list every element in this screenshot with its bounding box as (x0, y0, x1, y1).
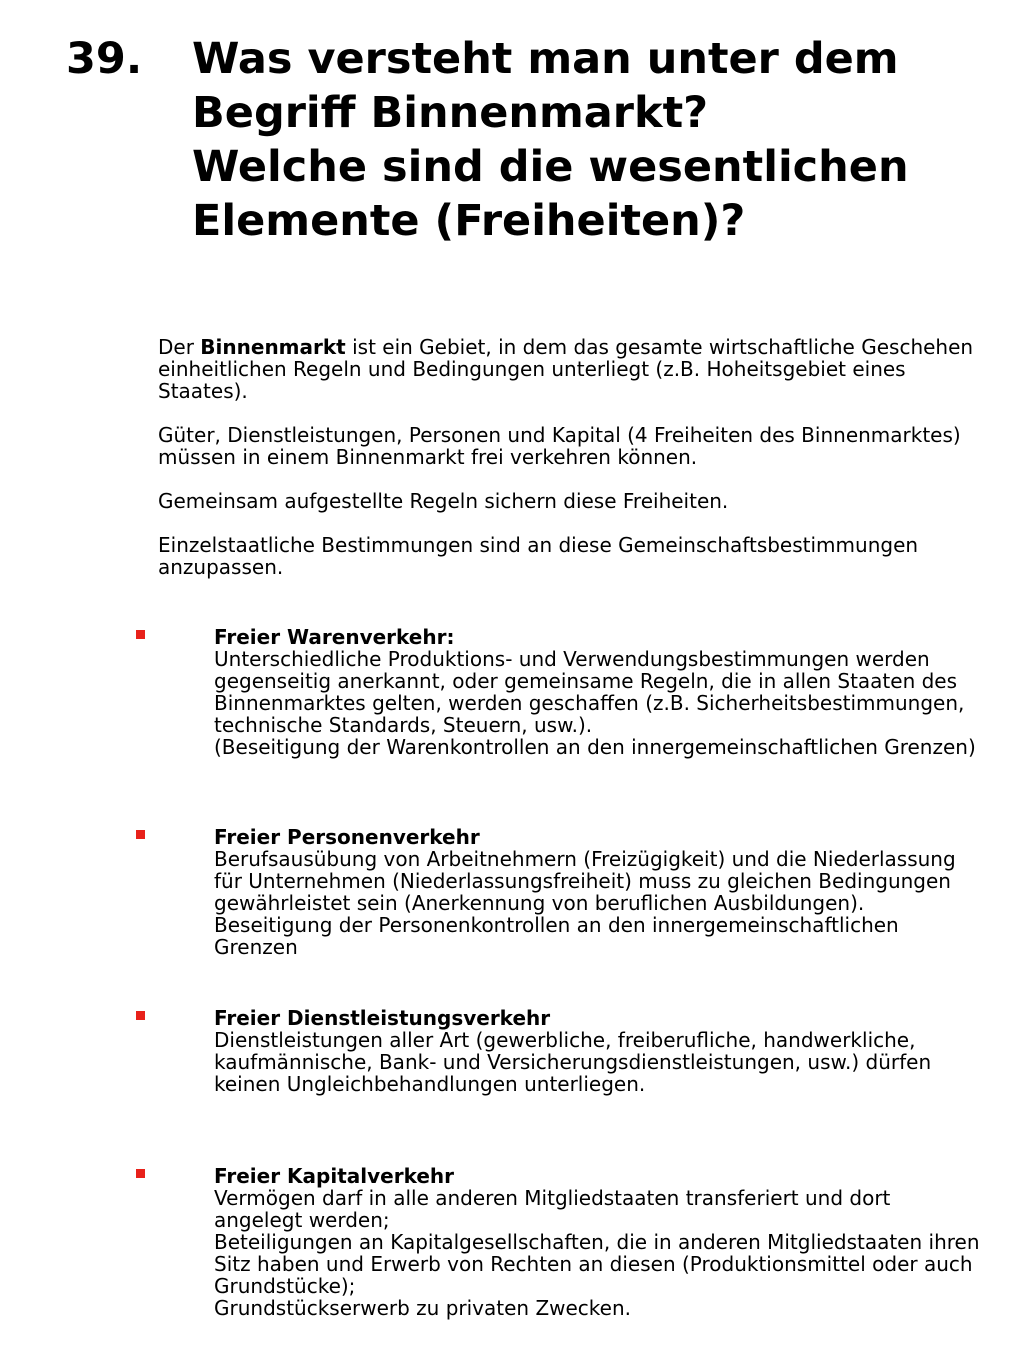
freedom-title: Freier Dienstleistungsverkehr (214, 1006, 551, 1030)
freedom-text: Grundstückserwerb zu privaten Zwecken. (214, 1296, 632, 1320)
freedom-text: Beteiligungen an Kapitalgesellschaften, die in anderen Mitgliedstaaten ihren Sitz haben und Erwerb von Rechten an diesen (Produktionsmittel oder auch Grundstücke); (214, 1230, 980, 1298)
freedom-text: Unterschiedliche Produktions- und Verwendungsbestimmungen werden gegenseitig anerkannt, oder gemeinsame Regeln, die in allen Staaten des Binnenmarktes gelten, werden geschaffen (z.B. Sicherheitsbestimmungen, technische Standards, Steuern, usw.). (214, 647, 965, 737)
square-bullet-icon (136, 630, 145, 639)
freedom-text: Berufsausübung von Arbeitnehmern (Freizügigkeit) und die Niederlassung für Unternehmen (Niederlassungsfreiheit) muss zu gleichen Bedingungen gewährleistet sein (Anerkennung von beruflichen Ausbildungen). (214, 847, 956, 915)
freedom-text: Dienstleistungen aller Art (gewerbliche, freiberufliche, handwerkliche, kaufmännische, Bank- und Versicherungsdienstleistungen, usw.) dürfen keinen Ungleichbehandlungen unterliegen. (214, 1028, 932, 1096)
intro-paragraph-adaptation: Einzelstaatliche Bestimmungen sind an diese Gemeinschaftsbestimmungen anzupassen. (158, 533, 919, 579)
intro-paragraph-definition (158, 336, 978, 402)
freedom-item-capital (0, 1165, 1024, 1319)
intro-paragraph-freedoms: Güter, Dienstleistungen, Personen und Kapital (4 Freiheiten des Binnenmarktes) müssen in einem Binnenmarkt frei verkehren können. (158, 423, 961, 469)
question-text: Was versteht man unter dem Begriff Binnenmarkt? Welche sind die wesentlichen Elemente (Freiheiten)? (192, 34, 909, 246)
intro-p1-after: ist ein Gebiet, in dem das gesamte wirtschaftliche Geschehen einheitlichen Regeln und Bedingungen unterliegt (z.B. Hoheitsgebiet eines Staates). (158, 335, 974, 403)
square-bullet-icon (136, 1011, 145, 1020)
freedom-text: Vermögen darf in alle anderen Mitgliedstaaten transferiert und dort angelegt werden; (214, 1186, 891, 1232)
freedom-item-services (0, 1007, 1024, 1095)
intro-section (158, 336, 978, 600)
square-bullet-icon (136, 830, 145, 839)
freedom-title: Freier Personenverkehr (214, 825, 480, 849)
intro-p1-before: Der (158, 335, 201, 359)
freedom-item-body (214, 626, 984, 758)
intro-p1-bold: Binnenmarkt (200, 335, 346, 359)
question-number: 39. (66, 34, 143, 84)
freedom-text: (Beseitigung der Warenkontrollen an den innergemeinschaftlichen Grenzen) (214, 735, 976, 759)
freedom-title: Freier Kapitalverkehr (214, 1164, 455, 1188)
freedom-title: Freier Warenverkehr: (214, 625, 455, 649)
square-bullet-icon (136, 1169, 145, 1178)
intro-paragraph-rules: Gemeinsam aufgestellte Regeln sichern diese Freiheiten. (158, 489, 729, 513)
freedom-item-persons (0, 826, 1024, 958)
freedom-item-body (214, 1007, 984, 1095)
freedom-item-body (214, 1165, 984, 1319)
slide-title (66, 32, 1006, 248)
freedom-item-body (214, 826, 984, 958)
freedom-text: Beseitigung der Personenkontrollen an den innergemeinschaftlichen Grenzen (214, 913, 899, 959)
freedom-item-goods (0, 626, 1024, 758)
